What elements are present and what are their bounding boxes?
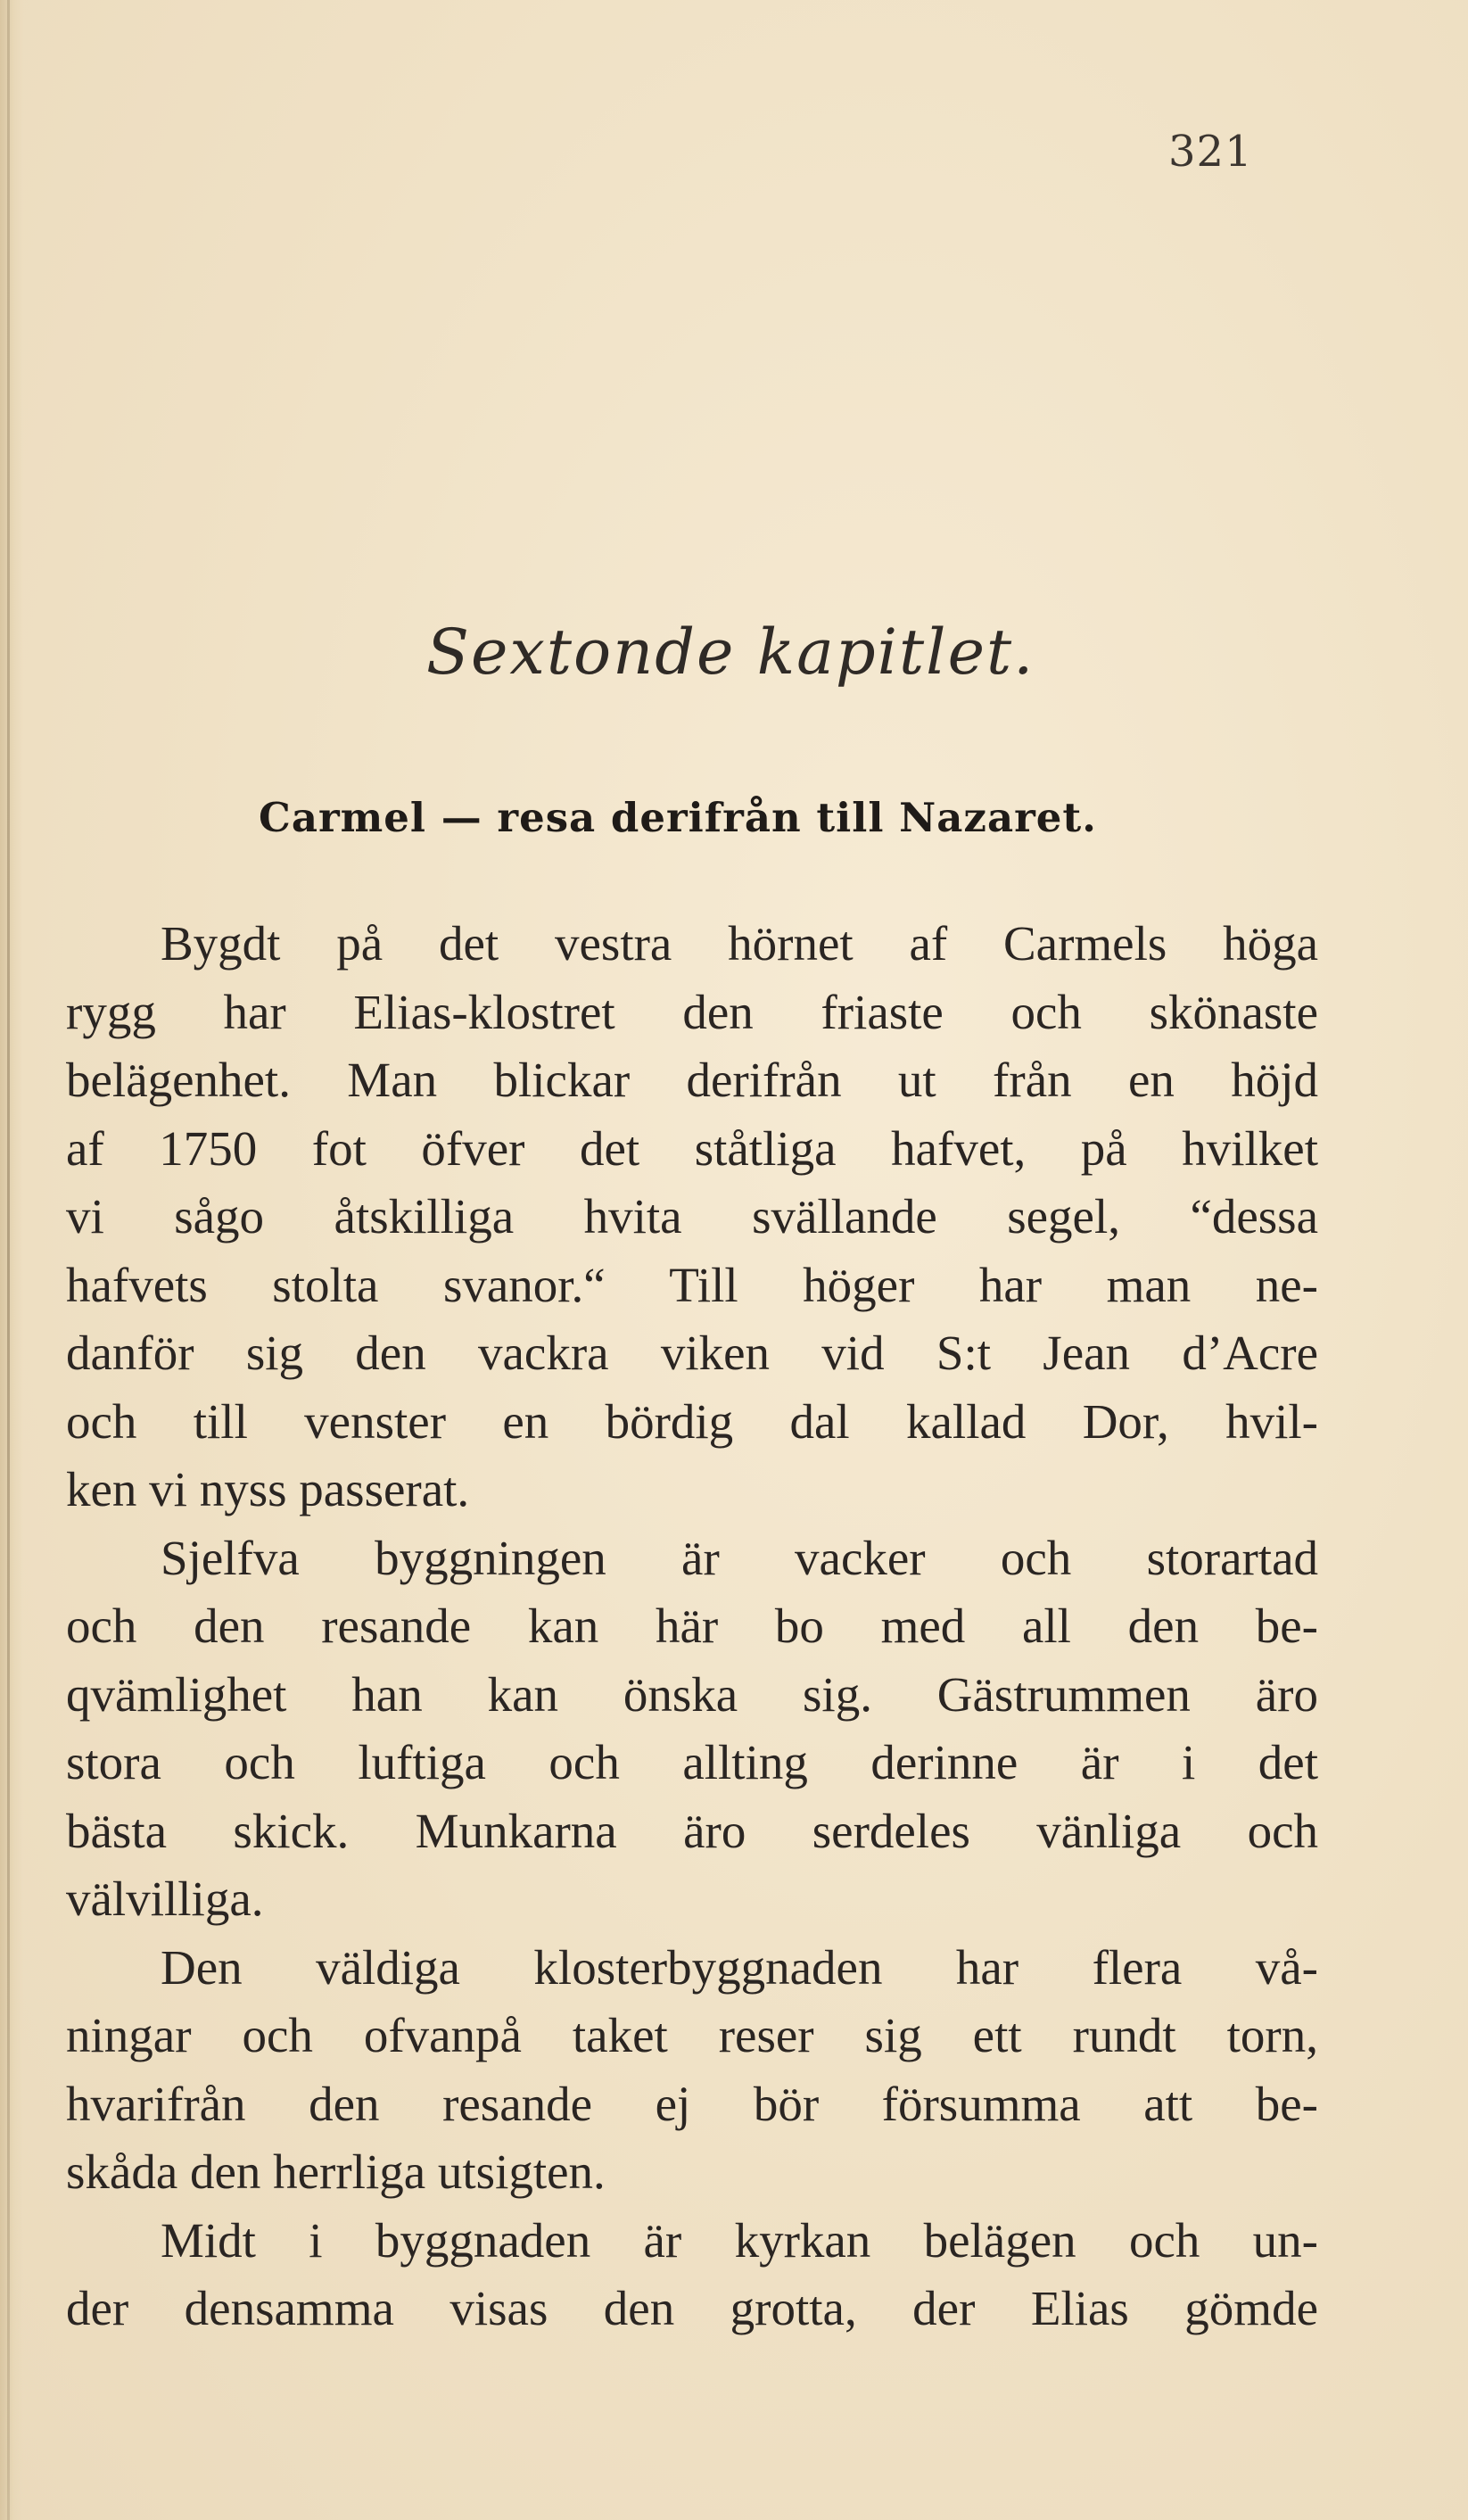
binding-edge <box>7 0 10 2520</box>
text-line: hvarifrån den resande ej bör försumma att be- <box>66 2076 1318 2131</box>
chapter-subtitle: Carmel — resa derifrån till Nazaret. <box>259 794 1097 841</box>
paragraph-2 <box>66 1524 1318 1934</box>
text-line: Bygdt på det vestra hörnet af Carmels höga <box>161 916 1318 971</box>
paragraph-3 <box>66 1934 1318 2207</box>
text-line: välvilliga. <box>66 1871 264 1926</box>
text-line: ken vi nyss passerat. <box>66 1462 470 1516</box>
chapter-title: Sextonde kapitlet. <box>426 616 1035 689</box>
text-line: belägenhet. Man blickar derifrån ut från en höjd <box>66 1053 1318 1107</box>
text-line: hafvets stolta svanor.“ Till höger har man ne- <box>66 1257 1318 1312</box>
text-line: Midt i byggnaden är kyrkan belägen och un- <box>161 2212 1318 2268</box>
text-line: stora och luftiga och allting derinne är i det <box>66 1735 1318 1789</box>
page-gutter <box>0 0 23 2520</box>
text-line: bästa skick. Munkarna äro serdeles vänliga och <box>66 1803 1318 1858</box>
text-line: qvämlighet han kan önska sig. Gästrummen äro <box>66 1666 1318 1722</box>
text-line: skåda den herrliga utsigten. <box>66 2144 606 2199</box>
text-line: vi sågo åtskilliga hvita svällande segel, “dessa <box>66 1189 1318 1243</box>
text-line: ningar och ofvanpå taket reser sig ett rundt torn, <box>66 2008 1318 2062</box>
paragraph-4 <box>66 2207 1318 2343</box>
text-line: danför sig den vackra viken vid S:t Jean d’Acre <box>66 1326 1318 1380</box>
text-line: der densamma visas den grotta, der Elias gömde <box>66 2281 1318 2335</box>
text-line: och den resande kan här bo med all den be- <box>66 1599 1318 1653</box>
paragraph-1 <box>66 910 1318 1524</box>
text-line: rygg har Elias-klostret den friaste och skönaste <box>66 984 1318 1039</box>
body-text <box>66 910 1318 2343</box>
text-line: Sjelfva byggningen är vacker och storartad <box>161 1530 1318 1585</box>
page-number: 321 <box>1168 127 1253 177</box>
text-line: Den väldiga klosterbyggnaden har flera vå- <box>161 1939 1318 1995</box>
text-line: och till venster en bördig dal kallad Dor, hvil- <box>66 1393 1318 1449</box>
text-line: af 1750 fot öfver det ståtliga hafvet, på hvilket <box>66 1120 1318 1176</box>
